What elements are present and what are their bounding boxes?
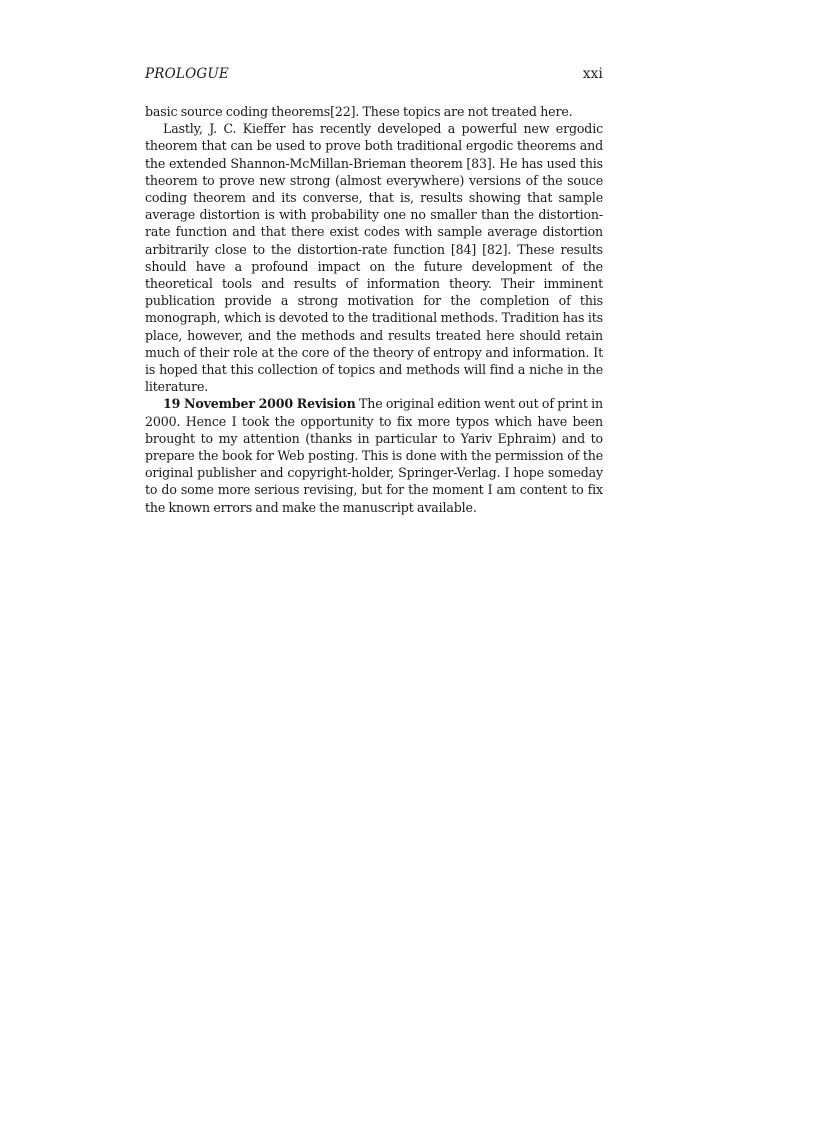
paragraph-revision xyxy=(145,395,603,515)
page-number: xxi xyxy=(582,66,603,82)
paragraph-continued: basic source coding theorems[22]. These topics are not treated here. xyxy=(145,104,573,119)
body-text xyxy=(145,103,603,516)
running-head-title: PROLOGUE xyxy=(145,66,229,82)
revision-text: The original edition went out of print in 2000. Hence I took the opportunity to fix more typos which have been brought to my attention (thanks in particular to Yariv Ephraim) and to prepare the book for Web posting. This is done with the permission of the original publisher and copyright-holder, Springer-Verlag. I hope someday to do some more serious revising, but for the moment I am content to fix the known errors and make the manuscript available. xyxy=(145,396,604,515)
book-page xyxy=(145,64,603,516)
paragraph-kieffer: Lastly, J. C. Kieffer has recently developed a powerful new ergodic theorem that can be used to prove both traditional ergodic theorems and the extended Shannon-McMillan-Brieman theorem [83]. He has used this theorem to prove new strong (almost everywhere) versions of the souce coding theorem and its converse, that is, results showing that sample average distortion is with probability one no smaller than the distortion-rate function and that there exist codes with sample average distortion arbitrarily close to the distortion-rate function [84] [82]. These results should have a profound impact on the future development of the theoretical tools and results of information theory. Their imminent publication provide a strong motivation for the completion of this monograph, which is devoted to the traditional methods. Tradition has its place, however, and the methods and results treated here should retain much of their role at the core of the theory of entropy and information. It is hoped that this collection of topics and methods will find a niche in the literature. xyxy=(145,121,603,395)
revision-heading: 19 November 2000 Revision xyxy=(163,396,356,412)
running-head xyxy=(145,64,603,84)
